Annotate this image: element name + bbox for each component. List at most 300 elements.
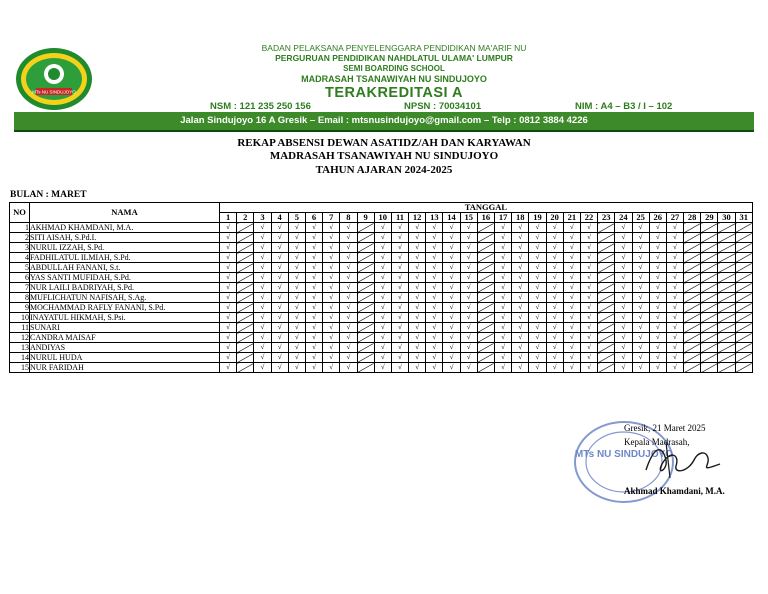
present-mark: √ [426,253,443,263]
present-mark: √ [323,273,340,283]
present-mark: √ [288,293,305,303]
present-mark: √ [288,223,305,233]
present-mark: √ [666,223,683,233]
present-mark: √ [495,283,512,293]
present-mark: √ [374,233,391,243]
org-line-2: PERGURUAN PENDIDIKAN NAHDLATUL ULAMA' LUMPUR [275,53,513,63]
no-school-cell [237,303,254,313]
no-school-cell [701,283,718,293]
present-mark: √ [460,313,477,323]
no-school-cell [598,343,615,353]
present-mark: √ [271,253,288,263]
present-mark: √ [546,363,563,373]
day-header: 1 [220,213,237,223]
present-mark: √ [254,283,271,293]
present-mark: √ [512,243,529,253]
present-mark: √ [374,223,391,233]
present-mark: √ [580,293,597,303]
present-mark: √ [495,333,512,343]
present-mark: √ [391,243,408,253]
day-header: 2 [237,213,254,223]
present-mark: √ [288,283,305,293]
present-mark: √ [529,323,546,333]
day-header: 16 [477,213,494,223]
present-mark: √ [563,243,580,253]
row-number: 4 [10,253,30,263]
no-school-cell [477,223,494,233]
present-mark: √ [220,343,237,353]
present-mark: √ [323,253,340,263]
no-school-cell [357,343,374,353]
present-mark: √ [529,363,546,373]
no-school-cell [684,333,701,343]
day-header: 19 [529,213,546,223]
present-mark: √ [666,313,683,323]
present-mark: √ [254,233,271,243]
table-row [10,323,753,333]
school-logo-icon [14,46,94,112]
no-school-cell [357,253,374,263]
present-mark: √ [495,303,512,313]
present-mark: √ [512,273,529,283]
present-mark: √ [512,223,529,233]
present-mark: √ [220,293,237,303]
present-mark: √ [254,223,271,233]
present-mark: √ [649,313,666,323]
present-mark: √ [512,353,529,363]
present-mark: √ [546,343,563,353]
present-mark: √ [666,253,683,263]
present-mark: √ [580,323,597,333]
present-mark: √ [460,353,477,363]
present-mark: √ [615,253,632,263]
present-mark: √ [649,223,666,233]
day-header: 13 [426,213,443,223]
no-school-cell [718,243,735,253]
present-mark: √ [529,313,546,323]
table-row [10,333,753,343]
present-mark: √ [288,323,305,333]
present-mark: √ [288,243,305,253]
divider [14,130,754,132]
no-school-cell [701,293,718,303]
present-mark: √ [546,273,563,283]
day-header: 27 [666,213,683,223]
present-mark: √ [512,313,529,323]
present-mark: √ [529,243,546,253]
no-school-cell [237,293,254,303]
present-mark: √ [220,223,237,233]
no-school-cell [477,313,494,323]
present-mark: √ [632,333,649,343]
present-mark: √ [649,273,666,283]
present-mark: √ [305,333,322,343]
table-row [10,303,753,313]
no-school-cell [735,343,752,353]
present-mark: √ [649,363,666,373]
day-header: 12 [409,213,426,223]
no-school-cell [237,253,254,263]
no-school-cell [684,323,701,333]
no-school-cell [718,263,735,273]
present-mark: √ [666,283,683,293]
present-mark: √ [495,313,512,323]
day-header: 24 [615,213,632,223]
no-school-cell [237,333,254,343]
present-mark: √ [495,343,512,353]
no-school-cell [735,313,752,323]
no-school-cell [701,323,718,333]
present-mark: √ [340,353,357,363]
no-school-cell [684,353,701,363]
present-mark: √ [460,323,477,333]
present-mark: √ [546,283,563,293]
no-school-cell [718,273,735,283]
present-mark: √ [254,323,271,333]
address-band: Jalan Sindujoyo 16 A Gresik – Email : mtsnusindujoyo@gmail.com – Telp : 0812 3884 4226 [14,112,754,130]
no-school-cell [477,273,494,283]
col-no: NO [10,203,30,223]
table-row [10,233,753,243]
present-mark: √ [374,263,391,273]
present-mark: √ [563,273,580,283]
present-mark: √ [409,223,426,233]
present-mark: √ [443,353,460,363]
day-header: 20 [546,213,563,223]
no-school-cell [357,243,374,253]
no-school-cell [735,363,752,373]
present-mark: √ [580,253,597,263]
present-mark: √ [426,273,443,283]
no-school-cell [477,293,494,303]
present-mark: √ [220,363,237,373]
present-mark: √ [254,303,271,313]
no-school-cell [718,343,735,353]
staff-name: NUR FARIDAH [30,363,220,373]
present-mark: √ [374,283,391,293]
present-mark: √ [580,343,597,353]
no-school-cell [357,283,374,293]
no-school-cell [598,283,615,293]
present-mark: √ [512,333,529,343]
day-header: 7 [323,213,340,223]
present-mark: √ [666,343,683,353]
present-mark: √ [340,323,357,333]
no-school-cell [718,313,735,323]
present-mark: √ [460,333,477,343]
present-mark: √ [254,313,271,323]
present-mark: √ [391,253,408,263]
present-mark: √ [460,303,477,313]
present-mark: √ [546,293,563,303]
present-mark: √ [409,243,426,253]
present-mark: √ [460,233,477,243]
no-school-cell [718,333,735,343]
present-mark: √ [615,273,632,283]
no-school-cell [357,273,374,283]
present-mark: √ [254,333,271,343]
no-school-cell [735,283,752,293]
present-mark: √ [563,283,580,293]
present-mark: √ [615,283,632,293]
no-school-cell [718,223,735,233]
present-mark: √ [340,283,357,293]
present-mark: √ [391,263,408,273]
present-mark: √ [426,343,443,353]
logo-label: MTs NU SINDUJOYO [32,89,76,95]
present-mark: √ [220,333,237,343]
no-school-cell [701,263,718,273]
present-mark: √ [529,293,546,303]
present-mark: √ [323,353,340,363]
present-mark: √ [495,253,512,263]
present-mark: √ [546,323,563,333]
present-mark: √ [271,283,288,293]
present-mark: √ [546,233,563,243]
day-header: 3 [254,213,271,223]
present-mark: √ [305,233,322,243]
row-number: 10 [10,313,30,323]
no-school-cell [598,253,615,263]
no-school-cell [684,343,701,353]
no-school-cell [701,353,718,363]
table-row [10,223,753,233]
present-mark: √ [666,273,683,283]
row-number: 13 [10,343,30,353]
no-school-cell [598,233,615,243]
present-mark: √ [529,273,546,283]
present-mark: √ [512,233,529,243]
no-school-cell [701,223,718,233]
day-header: 9 [357,213,374,223]
col-nama: NAMA [30,203,220,223]
present-mark: √ [271,323,288,333]
present-mark: √ [340,243,357,253]
present-mark: √ [426,303,443,313]
present-mark: √ [529,223,546,233]
present-mark: √ [563,353,580,363]
no-school-cell [598,243,615,253]
present-mark: √ [666,293,683,303]
no-school-cell [735,333,752,343]
present-mark: √ [649,293,666,303]
present-mark: √ [529,303,546,313]
no-school-cell [598,293,615,303]
present-mark: √ [305,293,322,303]
present-mark: √ [323,303,340,313]
present-mark: √ [374,353,391,363]
staff-name: CANDRA MAISAF [30,333,220,343]
no-school-cell [718,303,735,313]
present-mark: √ [563,223,580,233]
no-school-cell [598,323,615,333]
present-mark: √ [391,283,408,293]
sign-role: Kepala Madrasah, [624,437,690,447]
present-mark: √ [546,263,563,273]
present-mark: √ [409,233,426,243]
present-mark: √ [323,363,340,373]
no-school-cell [598,363,615,373]
no-school-cell [684,283,701,293]
no-school-cell [718,293,735,303]
present-mark: √ [426,353,443,363]
present-mark: √ [666,353,683,363]
present-mark: √ [512,323,529,333]
no-school-cell [357,293,374,303]
no-school-cell [701,303,718,313]
present-mark: √ [460,273,477,283]
present-mark: √ [340,253,357,263]
present-mark: √ [649,343,666,353]
no-school-cell [477,353,494,363]
present-mark: √ [666,233,683,243]
no-school-cell [735,263,752,273]
present-mark: √ [632,243,649,253]
day-header: 28 [684,213,701,223]
present-mark: √ [288,353,305,363]
present-mark: √ [546,303,563,313]
row-number: 12 [10,333,30,343]
present-mark: √ [512,263,529,273]
present-mark: √ [409,363,426,373]
present-mark: √ [409,333,426,343]
present-mark: √ [305,243,322,253]
present-mark: √ [391,343,408,353]
present-mark: √ [632,233,649,243]
present-mark: √ [271,333,288,343]
present-mark: √ [580,283,597,293]
row-number: 14 [10,353,30,363]
no-school-cell [357,363,374,373]
present-mark: √ [632,223,649,233]
present-mark: √ [632,343,649,353]
no-school-cell [684,253,701,263]
report-subtitle: MADRASAH TSANAWIYAH NU SINDUJOYO [269,150,499,162]
present-mark: √ [340,343,357,353]
present-mark: √ [495,293,512,303]
row-number: 1 [10,223,30,233]
present-mark: √ [323,263,340,273]
present-mark: √ [271,363,288,373]
table-row [10,243,753,253]
present-mark: √ [615,353,632,363]
present-mark: √ [409,273,426,283]
present-mark: √ [391,233,408,243]
row-number: 8 [10,293,30,303]
present-mark: √ [632,363,649,373]
no-school-cell [237,283,254,293]
present-mark: √ [323,313,340,323]
present-mark: √ [529,253,546,263]
staff-name: ANDIYAS [30,343,220,353]
row-number: 6 [10,273,30,283]
row-number: 5 [10,263,30,273]
present-mark: √ [443,233,460,243]
accreditation: TERAKREDITASI A [325,85,463,101]
present-mark: √ [323,243,340,253]
no-school-cell [684,243,701,253]
day-header: 14 [443,213,460,223]
present-mark: √ [391,333,408,343]
present-mark: √ [409,353,426,363]
row-number: 15 [10,363,30,373]
day-header: 11 [391,213,408,223]
present-mark: √ [391,303,408,313]
present-mark: √ [563,303,580,313]
present-mark: √ [563,363,580,373]
present-mark: √ [546,313,563,323]
staff-name: MOCHAMMAD RAFLY FANANI, S.Pd. [30,303,220,313]
present-mark: √ [305,223,322,233]
present-mark: √ [546,353,563,363]
present-mark: √ [305,273,322,283]
present-mark: √ [666,333,683,343]
present-mark: √ [460,293,477,303]
npsn: NPSN : 70034101 [404,101,482,112]
table-row [10,293,753,303]
present-mark: √ [323,333,340,343]
no-school-cell [735,273,752,283]
no-school-cell [718,253,735,263]
no-school-cell [237,343,254,353]
sign-name: Akhmad Khamdani, M.A. [624,486,725,496]
report-title: REKAP ABSENSI DEWAN ASATIDZ/AH DAN KARYAWAN [237,137,531,149]
present-mark: √ [288,253,305,263]
no-school-cell [357,233,374,243]
staff-name: INAYATUL HIKMAH, S.Psi. [30,313,220,323]
school-name: MADRASAH TSANAWIYAH NU SINDUJOYO [301,74,487,84]
staff-name: ABDULLAH FANANI, S.t. [30,263,220,273]
present-mark: √ [391,353,408,363]
present-mark: √ [460,343,477,353]
present-mark: √ [512,363,529,373]
present-mark: √ [409,283,426,293]
present-mark: √ [305,323,322,333]
no-school-cell [477,303,494,313]
present-mark: √ [615,343,632,353]
present-mark: √ [495,363,512,373]
table-row [10,253,753,263]
present-mark: √ [374,343,391,353]
present-mark: √ [409,303,426,313]
day-header: 4 [271,213,288,223]
present-mark: √ [615,363,632,373]
present-mark: √ [529,343,546,353]
present-mark: √ [220,263,237,273]
no-school-cell [718,363,735,373]
day-header: 29 [701,213,718,223]
present-mark: √ [615,313,632,323]
present-mark: √ [374,363,391,373]
staff-name: NURUL IZZAH, S.Pd. [30,243,220,253]
present-mark: √ [288,363,305,373]
present-mark: √ [512,293,529,303]
present-mark: √ [426,323,443,333]
present-mark: √ [495,353,512,363]
present-mark: √ [632,303,649,313]
present-mark: √ [288,343,305,353]
present-mark: √ [220,273,237,283]
present-mark: √ [374,313,391,323]
present-mark: √ [426,313,443,323]
present-mark: √ [271,353,288,363]
org-line-1: BADAN PELAKSANA PENYELENGGARA PENDIDIKAN MA'ARIF NU [261,43,527,53]
no-school-cell [701,363,718,373]
present-mark: √ [666,323,683,333]
org-line-3: SEMI BOARDING SCHOOL [343,64,445,73]
no-school-cell [701,313,718,323]
day-header: 5 [288,213,305,223]
